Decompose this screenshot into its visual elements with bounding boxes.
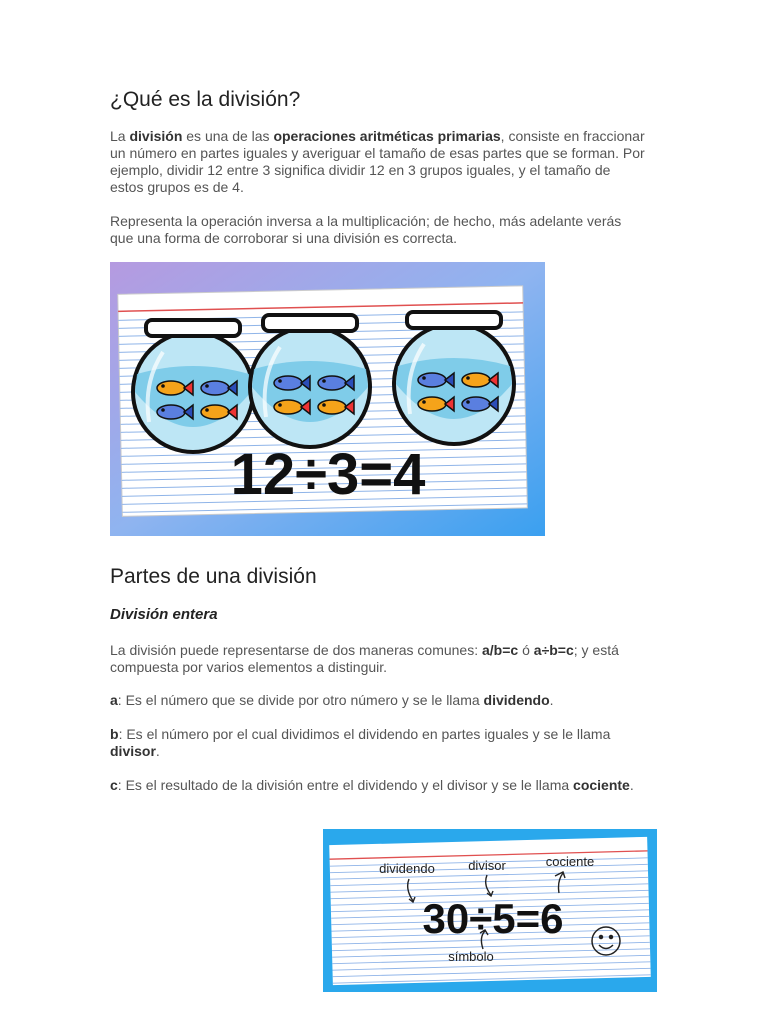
label-simbolo: símbolo [448,949,494,964]
definition-c: c: Es el resultado de la división entre el dividendo y el divisor y se le llama cociente. [110,777,634,793]
label-cociente: cociente [545,854,595,869]
label-dividendo: dividendo [379,861,435,876]
intro-paragraph-2: Representa la operación inversa a la multiplicación; de hecho, más adelante verás que una forma de corroborar si una división es correcta. [110,213,622,246]
representation-paragraph: La división puede representarse de dos maneras comunes: a/b=c ó a÷b=c; y está compuesta por varios elementos a distinguir. [110,642,619,675]
equation-30-5-6: 30÷5=6 [422,895,564,942]
definition-a: a: Es el número que se divide por otro número y se le llama dividendo. [110,692,554,708]
equation-12-3-4: 12÷3=4 [230,442,426,507]
fishbowl-division-illustration [110,262,545,536]
page-title: ¿Qué es la división? [110,88,301,111]
section-title: Partes de una división [110,565,317,588]
section-subtitle: División entera [110,606,218,623]
intro-paragraph-1: La división es una de las operaciones aritméticas primarias, consiste en fraccionar un número en partes iguales y averiguar el tamaño de esas partes que se forman. Por ejemplo, dividir 12 entre 3 significa dividir 12 en 3 grupos iguales, y el tamaño de estos grupos es de 4. [110,128,645,195]
label-divisor: divisor [468,858,506,873]
division-parts-illustration [323,829,657,992]
definition-b: b: Es el número por el cual dividimos el dividendo en partes iguales y se le llama divisor. [110,726,611,759]
